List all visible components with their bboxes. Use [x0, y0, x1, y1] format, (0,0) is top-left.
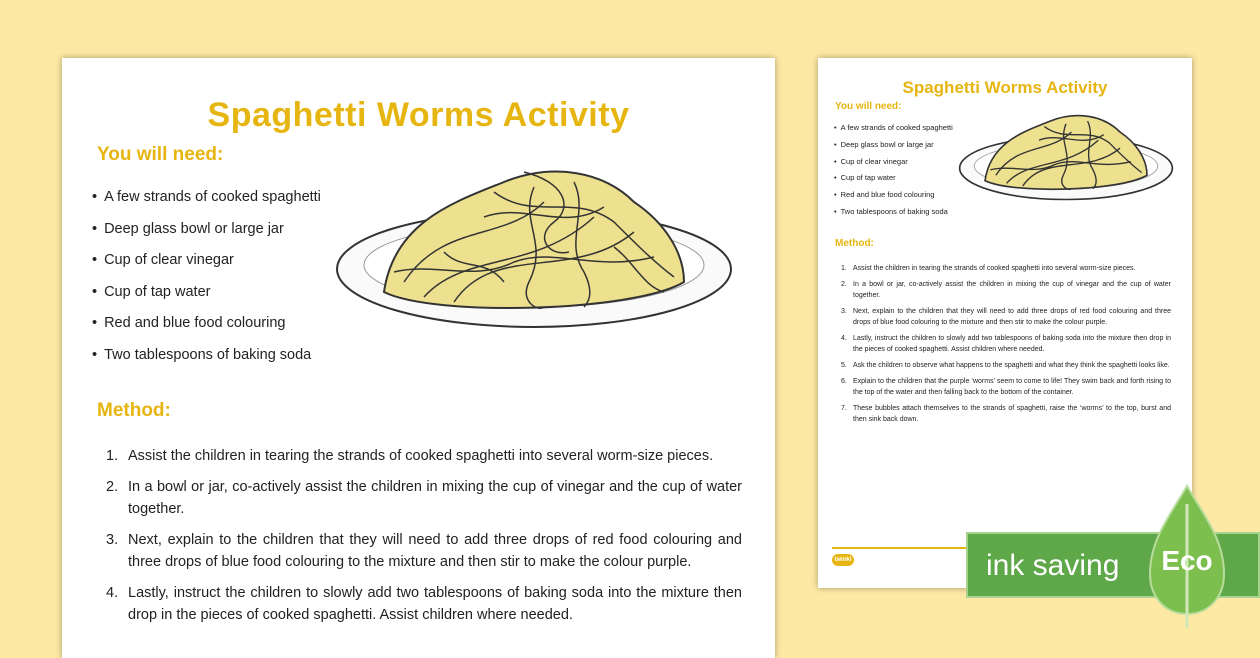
step-text: Lastly, instruct the children to slowly add two tablespoons of baking soda into the mixture then drop in the pieces of cooked spaghetti. Assist children where needed. — [128, 585, 742, 623]
list-item: • Two tablespoons of baking soda — [834, 206, 953, 223]
page-title: Spaghetti Worms Activity — [207, 96, 630, 134]
method-heading: Method: — [97, 400, 171, 421]
spaghetti-plate-illustration — [334, 162, 734, 342]
step-text: In a bowl or jar, co-actively assist the children in mixing the cup of vinegar and the cup of water together. — [128, 479, 742, 517]
list-item: • A few strands of cooked spaghetti — [834, 122, 953, 139]
list-item: • Cup of clear vinegar — [92, 249, 321, 281]
list-item: • Deep glass bowl or large jar — [92, 218, 321, 250]
list-item: • Red and blue food colouring — [834, 189, 953, 206]
step-text: Ask the children to observe what happens to the spaghetti and what they think the spaghetti looks like. — [853, 362, 1170, 369]
list-item — [841, 306, 1171, 328]
list-item: • Cup of tap water — [92, 281, 321, 313]
spaghetti-plate-illustration — [958, 110, 1174, 208]
list-item — [106, 476, 742, 520]
list-item: • Deep glass bowl or large jar — [834, 139, 953, 156]
step-text: Assist the children in tearing the strands of cooked spaghetti into several worm-size pieces. — [853, 265, 1136, 272]
list-item — [106, 582, 742, 626]
list-item — [841, 376, 1171, 398]
step-number: 3. — [841, 308, 847, 315]
step-number: 4. — [106, 585, 119, 601]
materials-heading: You will need: — [835, 101, 902, 112]
step-number: 6. — [841, 378, 847, 385]
list-item — [841, 279, 1171, 301]
list-item: • Red and blue food colouring — [92, 312, 321, 344]
step-text: Explain to the children that the purple ‘worms’ seem to come to life! They swim back and forth rising to the top of the water and then falling back to the bottom of the container. — [853, 378, 1171, 396]
list-item — [841, 333, 1171, 355]
step-number: 5. — [841, 362, 847, 369]
step-text: Assist the children in tearing the strands of cooked spaghetti into several worm-size pieces. — [128, 448, 714, 464]
step-number: 4. — [841, 335, 847, 342]
list-item — [841, 360, 1171, 371]
step-text: Next, explain to the children that they will need to add three drops of red food colouring and three drops of blue food colouring to the mixture and then stir to make the colour purple. — [128, 532, 742, 570]
twinkl-logo: twinkl — [832, 554, 854, 566]
list-item — [106, 529, 742, 573]
step-number: 1. — [106, 448, 119, 464]
step-number: 2. — [106, 479, 119, 495]
method-steps — [841, 263, 1171, 430]
materials-list — [834, 122, 953, 223]
step-number: 1. — [841, 265, 847, 272]
list-item: • Cup of clear vinegar — [834, 156, 953, 173]
method-steps — [106, 445, 742, 635]
step-text: Next, explain to the children that they will need to add three drops of red food colouring and three drops of blue food colouring to the mixture and then stir to make the colour purple. — [853, 308, 1171, 326]
list-item: • Two tablespoons of baking soda — [92, 344, 321, 376]
step-number: 7. — [841, 405, 847, 412]
list-item — [841, 263, 1171, 274]
method-heading: Method: — [835, 238, 874, 249]
materials-list — [92, 186, 321, 376]
materials-heading: You will need: — [97, 144, 224, 165]
list-item — [841, 403, 1171, 425]
worksheet-preview-large — [62, 58, 775, 658]
list-item: • A few strands of cooked spaghetti — [92, 186, 321, 218]
list-item — [106, 445, 742, 467]
step-text: Lastly, instruct the children to slowly add two tablespoons of baking soda into the mixture then drop in the pieces of cooked spaghetti. Assist children where needed. — [853, 335, 1171, 353]
ink-saving-label: ink saving — [986, 549, 1120, 582]
step-number: 2. — [841, 281, 847, 288]
eco-tag: Eco — [1161, 545, 1213, 576]
page-title: Spaghetti Worms Activity — [902, 78, 1108, 97]
step-text: These bubbles attach themselves to the strands of spaghetti, raise the ‘worms’ to the top, burst and then sink back down. — [853, 405, 1171, 423]
step-text: In a bowl or jar, co-actively assist the children in mixing the cup of vinegar and the cup of water together. — [853, 281, 1171, 299]
worksheet-preview-small — [818, 58, 1192, 588]
step-number: 3. — [106, 532, 119, 548]
list-item: • Cup of tap water — [834, 172, 953, 189]
